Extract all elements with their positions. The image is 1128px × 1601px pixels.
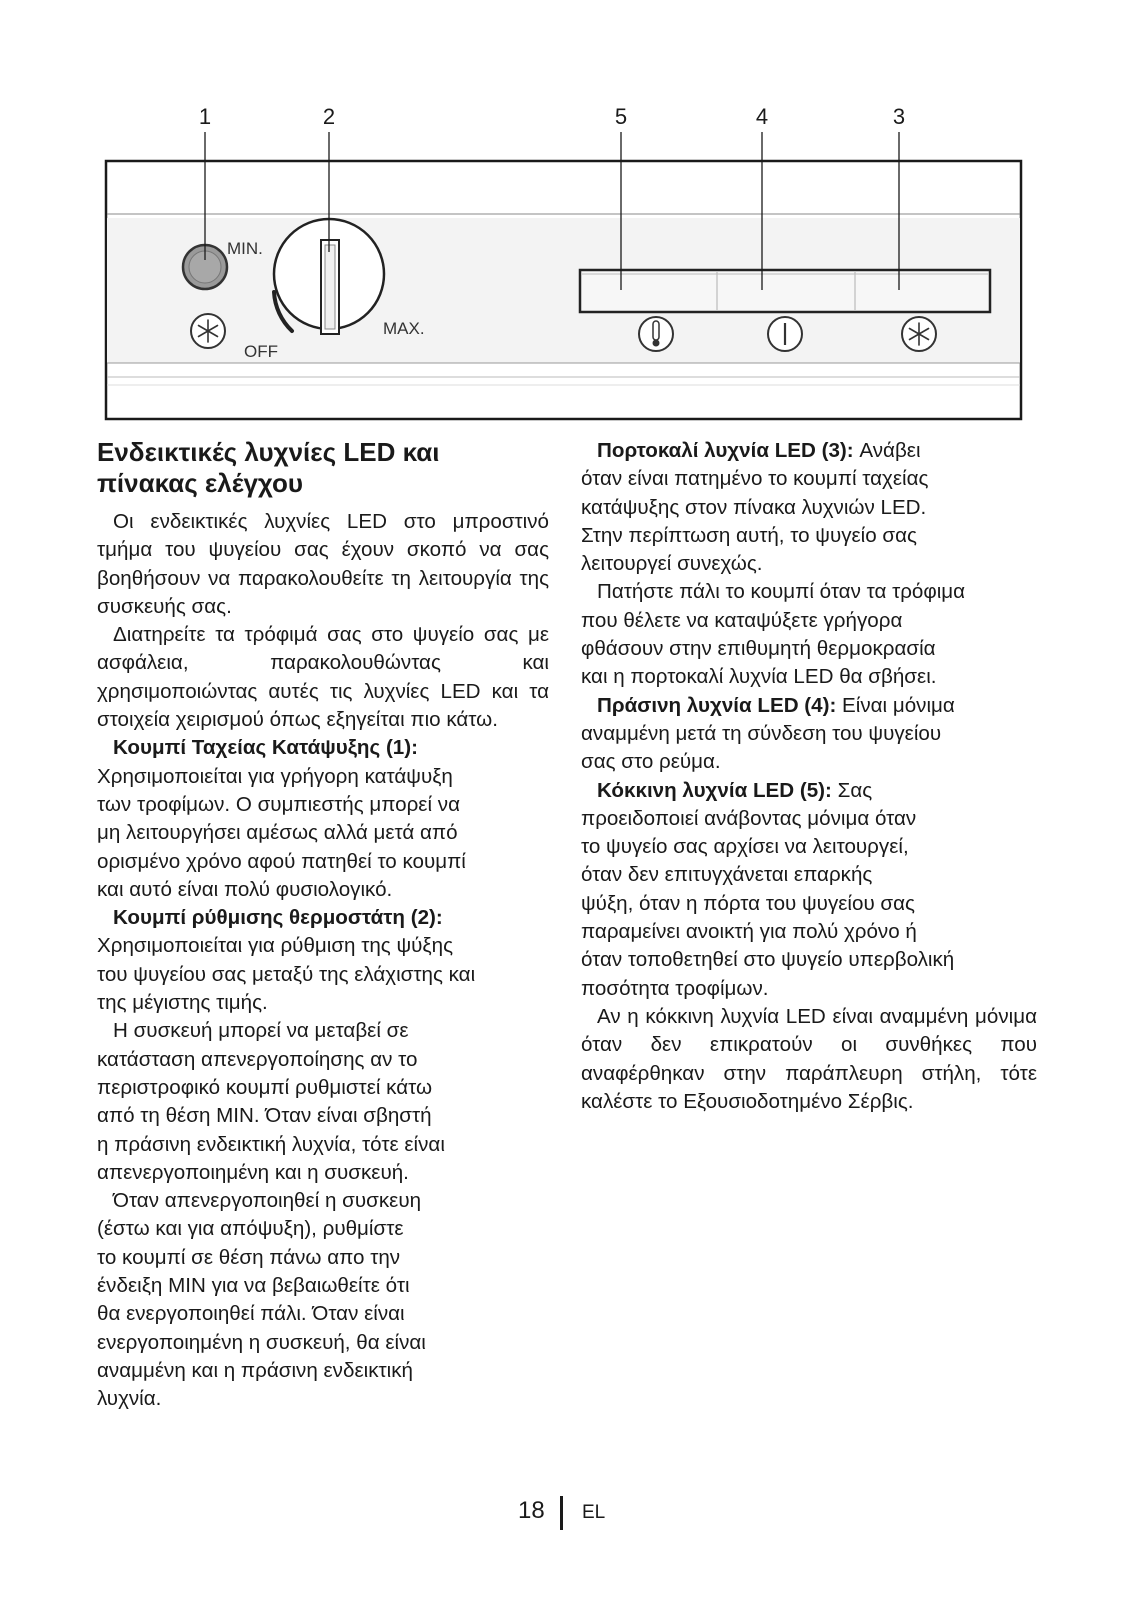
press-again-text — [581, 578, 1037, 691]
text-line: αναμμένη μετά τη σύνδεση του ψυγείου — [581, 721, 942, 745]
text-line: ορισμένο χρόνο αφού πατηθεί το κουμπί — [97, 849, 466, 873]
text-line: λυχνία. — [97, 1387, 162, 1411]
text-line: Χρησιμοποιείται για γρήγορη κατάψυξη — [97, 764, 453, 788]
callout-5: 5 — [614, 104, 628, 129]
right-column — [581, 437, 1037, 1116]
text-line: η πράσινη ενδεικτική λυχνία, τότε είναι — [97, 1132, 445, 1156]
quick-freeze-heading: Κουμπί Ταχείας Κατάψυξης (1): — [113, 736, 418, 760]
green-led-heading: Πράσινη λυχνία LED (4): — [597, 693, 837, 717]
text-line: Ανάβει — [853, 439, 921, 462]
left-column — [97, 437, 549, 1414]
language-code: EL — [582, 1502, 606, 1523]
text-line: όταν δεν επιτυγχάνεται επαρκής — [581, 863, 873, 887]
text-line: περιστροφικό κουμπί ρυθμιστεί κάτω — [97, 1075, 433, 1099]
text-line: όταν τοποθετηθεί στο ψυγείο υπερβολική — [581, 948, 955, 972]
text-line: το ψυγείο σας αρχίσει να λειτουργεί, — [581, 835, 909, 859]
orange-led-heading: Πορτοκαλί λυχνία LED (3): — [597, 439, 854, 462]
text-line: λειτουργεί συνεχώς. — [581, 552, 763, 576]
thermometer-icon — [639, 317, 673, 351]
text-line: ποσότητα τροφίμων. — [581, 976, 769, 1000]
text-line: Πατήστε πάλι το κουμπί όταν τα τρόφιμα — [597, 580, 966, 604]
thermostat-text — [97, 932, 549, 1017]
page-number: 18 — [518, 1497, 545, 1524]
text-line: και αυτό είναι πολύ φυσιολογικό. — [97, 877, 393, 901]
callout-4: 4 — [755, 104, 769, 129]
off-state-text — [97, 1017, 549, 1187]
text-line: Είναι μόνιμα — [836, 693, 955, 717]
text-line: Η συσκευή μπορεί να μεταβεί σε — [113, 1019, 409, 1043]
text-line: κατάσταση απενεργοποίησης αν το — [97, 1047, 418, 1071]
text-line: φθάσουν στην επιθυμητή θερμοκρασία — [581, 637, 936, 661]
min-label: MIN. — [227, 239, 263, 258]
control-panel-diagram — [0, 0, 1128, 425]
green-led-text — [581, 692, 1037, 777]
text-line: που θέλετε να καταψύξετε γρήγορα — [581, 608, 903, 632]
text-line: προειδοποιεί ανάβοντας μόνιμα όταν — [581, 806, 917, 830]
text-line: ψύξη, όταν η πόρτα του ψυγείου σας — [581, 891, 915, 915]
orange-led-text — [581, 437, 1037, 578]
intro-paragraph-2: Διατηρείτε τα τρόφιμά σας στο ψυγείο σας με ασφάλεια, παρακολουθώντας και χρησιμοποιώντας αυτές τις λυχνίες LED και τα στοιχεία χειρισμού όπως εξηγείται πιο κάτω. — [97, 623, 549, 732]
text-line: το κουμπί σε θέση πάνω απο την — [97, 1245, 401, 1269]
snowflake-icon — [191, 314, 225, 348]
text-line: ενεργοποιημένη η συσκευή, θα είναι — [97, 1330, 426, 1354]
text-line: Χρησιμοποιείται για ρύθμιση της ψύξης — [97, 934, 453, 958]
max-label: MAX. — [383, 319, 425, 338]
section-title-line-1: Ενδεικτικές λυχνίες LED και — [97, 437, 440, 467]
text-line: Σας — [831, 778, 873, 802]
led-indicator-strip — [580, 270, 990, 312]
text-line: Στην περίπτωση αυτή, το ψυγείο σας — [581, 523, 917, 547]
snowflake-icon — [902, 317, 936, 351]
section-title — [97, 437, 549, 499]
section-title-line-2: πίνακας ελέγχου — [97, 468, 303, 498]
footer-divider — [560, 1496, 563, 1530]
power-icon — [768, 317, 802, 351]
page-footer — [0, 1496, 1128, 1536]
callout-1: 1 — [198, 104, 212, 129]
text-line: του ψυγείου σας μεταξύ της ελάχιστης και — [97, 962, 476, 986]
text-line: και η πορτοκαλί λυχνία LED θα σβήσει. — [581, 665, 937, 689]
off-label: OFF — [244, 342, 278, 361]
text-line: κατάψυξης στον πίνακα λυχνιών LED. — [581, 495, 927, 519]
text-line: ένδειξη MIN για να βεβαιωθείτε ότι — [97, 1274, 410, 1298]
text-line: παραμείνει ανοικτή για πολύ χρόνο ή — [581, 920, 917, 944]
text-line: σας στο ρεύμα. — [581, 750, 721, 774]
text-line: όταν είναι πατημένο το κουμπί ταχείας — [581, 467, 929, 491]
intro-paragraph-1: Οι ενδεικτικές λυχνίες LED στο μπροστινό τμήμα του ψυγείου σας έχουν σκοπό να σας βοηθήσουν να παρακολουθείτε τη λειτουργία της συσκευής σας. — [97, 510, 549, 618]
text-line: (έστω και για απόψυξη), ρυθμίστε — [97, 1217, 404, 1241]
callout-2: 2 — [322, 104, 336, 129]
red-led-text — [581, 777, 1037, 1003]
red-led-heading: Κόκκινη λυχνία LED (5): — [597, 778, 832, 802]
quick-freeze-text — [97, 763, 549, 904]
text-line: των τροφίμων. Ο συμπιεστής μπορεί να — [97, 792, 460, 816]
text-line: αναμμένη και η πράσινη ενδεικτική — [97, 1358, 413, 1382]
text-line: θα ενεργοποιηθεί πάλι. Όταν είναι — [97, 1302, 405, 1326]
restart-text — [97, 1187, 549, 1413]
text-line: μη λειτουργήσει αμέσως αλλά μετά από — [97, 821, 458, 845]
text-line: της μέγιστης τιμής. — [97, 991, 268, 1015]
text-line: απενεργοποιημένη και η συσκευή. — [97, 1160, 409, 1184]
text-line: από τη θέση MIN. Όταν είναι σβηστή — [97, 1104, 432, 1128]
thermostat-heading: Κουμπί ρύθμισης θερμοστάτη (2): — [113, 906, 443, 930]
service-paragraph: Αν η κόκκινη λυχνία LED είναι αναμμένη μόνιμα όταν δεν επικρατούν οι συνθήκες που αναφέρθηκαν στην παράπλευρη στήλη, τότε καλέστε το Εξουσιοδοτημένο Σέρβις. — [581, 1004, 1037, 1113]
callout-3: 3 — [892, 104, 906, 129]
text-line: Όταν απενεργοποιηθεί η συσκευη — [113, 1189, 422, 1213]
